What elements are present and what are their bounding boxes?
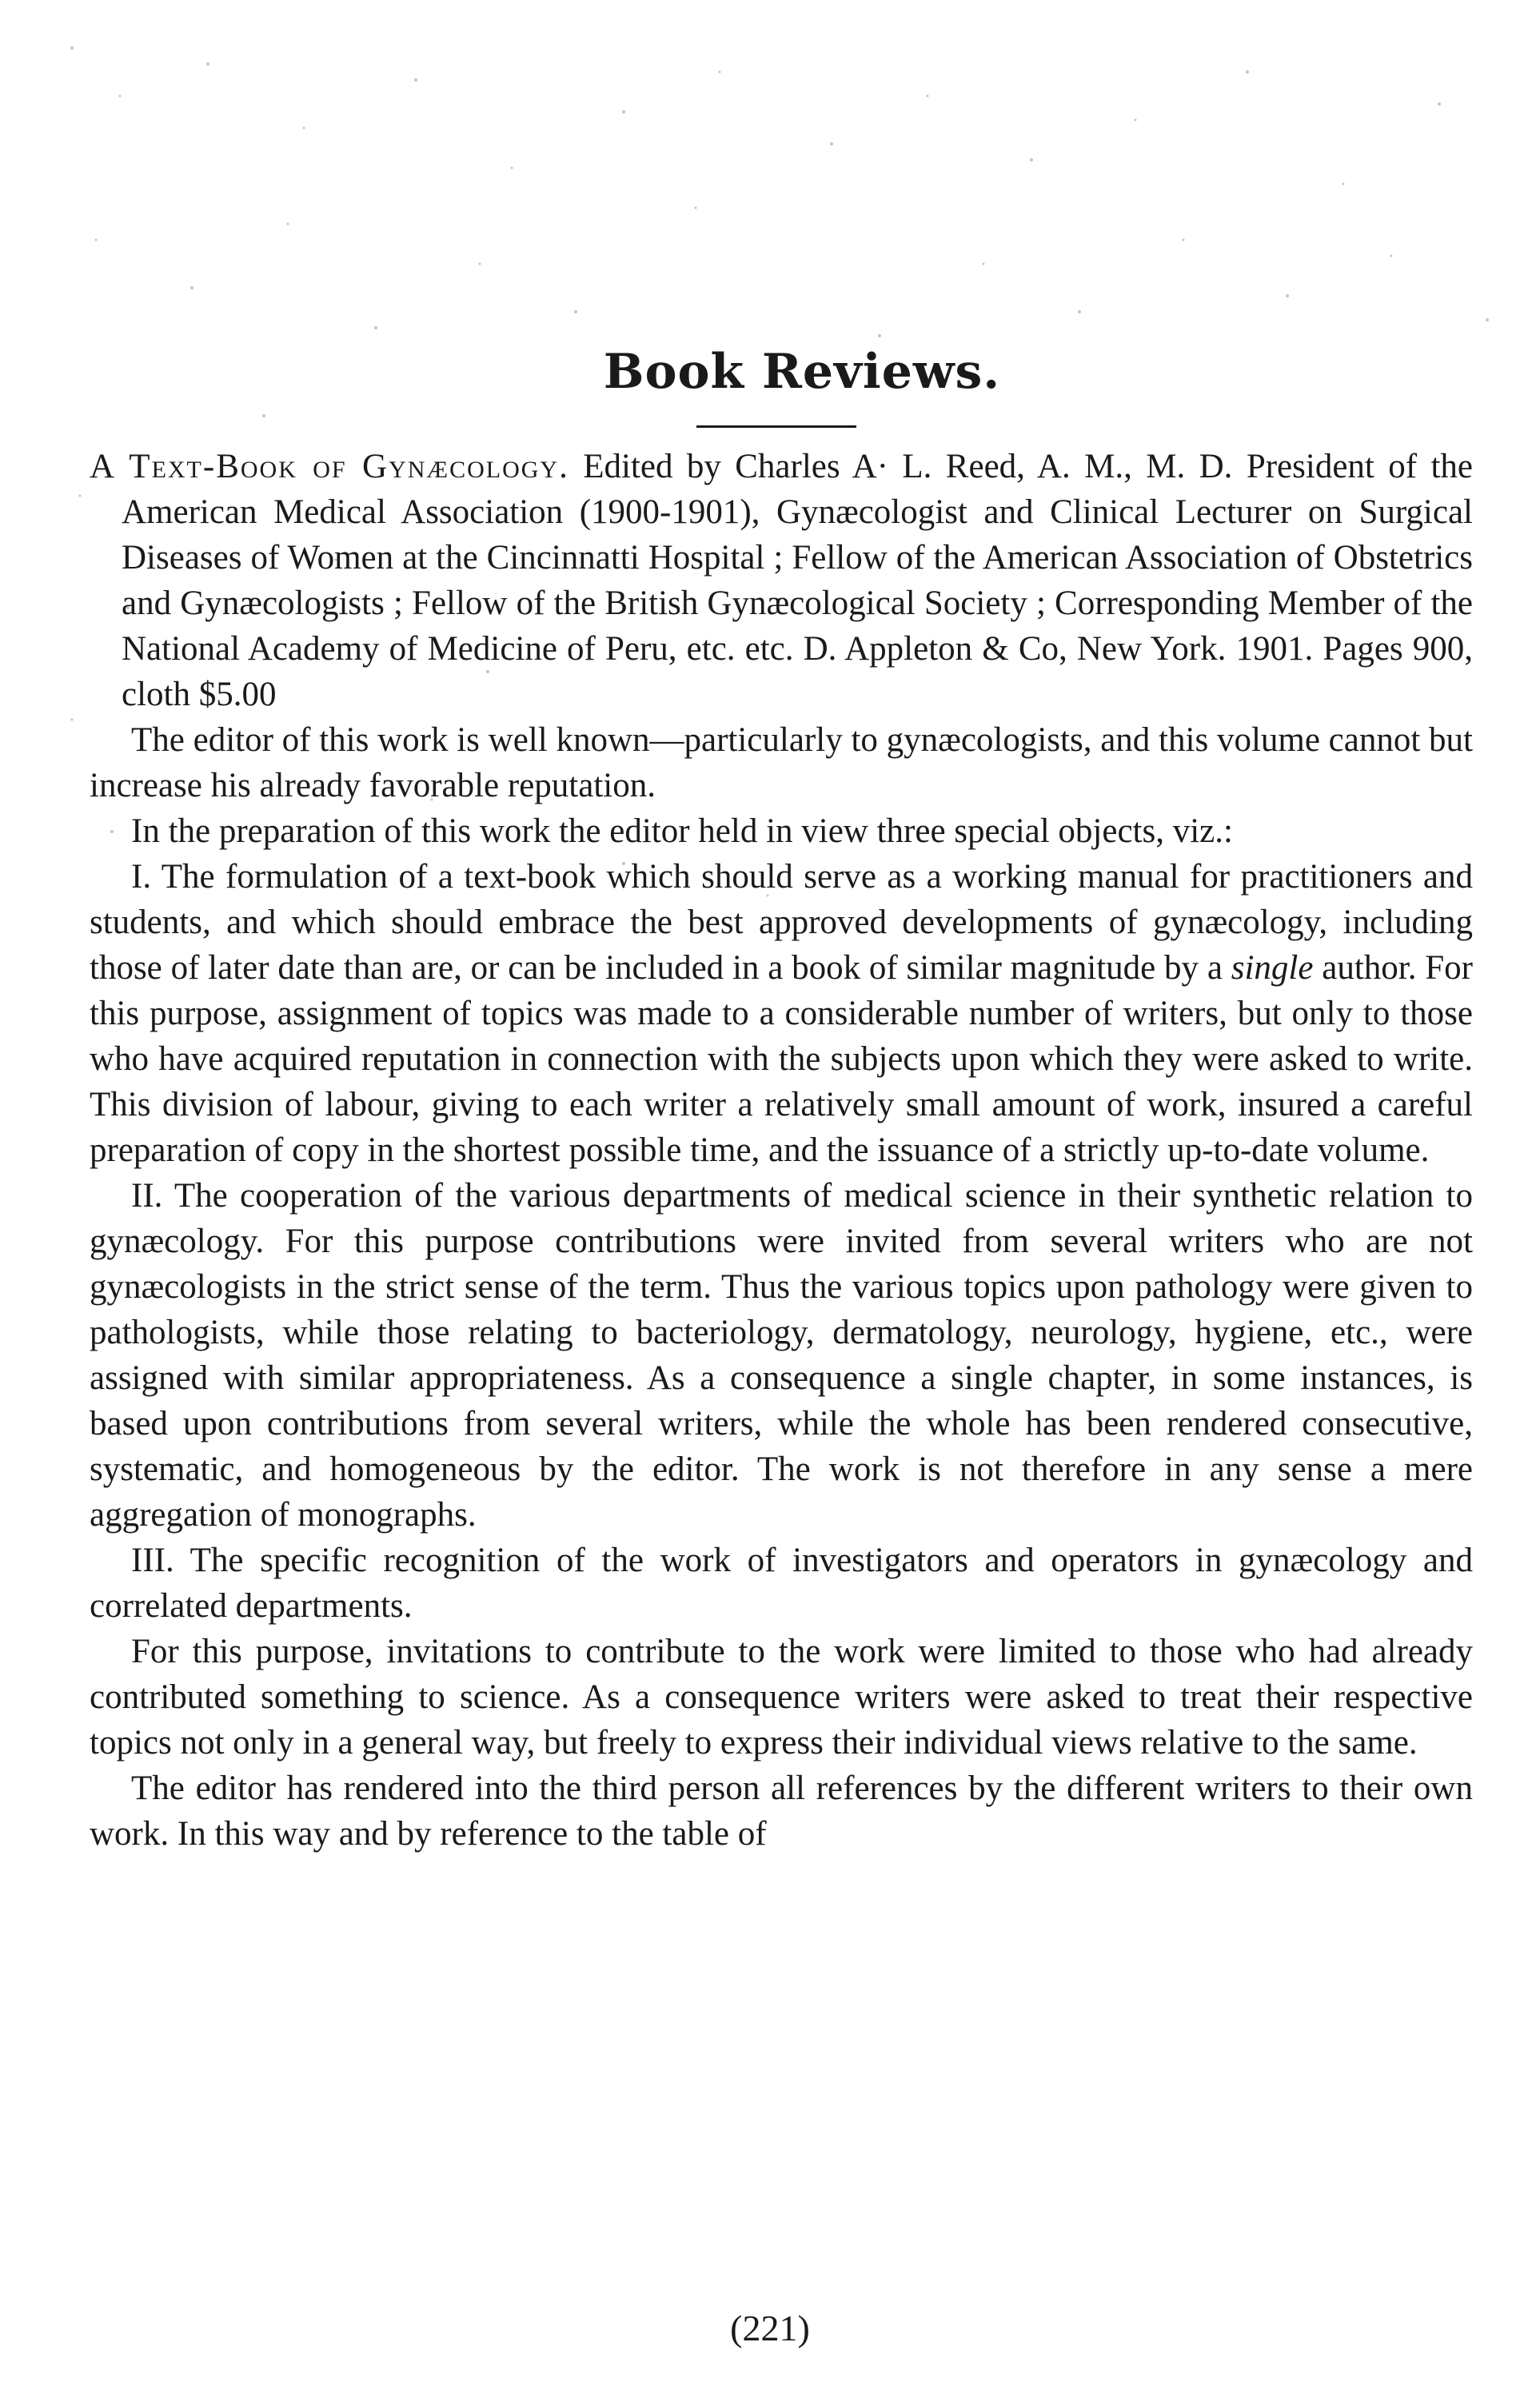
paragraph-7: The editor has rendered into the third person all references by the different writers to their own work. In this way and by reference to the table of bbox=[90, 1770, 1473, 1853]
citation-details: Edited by Charles A· L. Reed, A. M., M. D. President of the American Medical Association (1900-1901), Gynæcologist and Clinical Lecturer on Surgical Diseases of Women at the Cincinnatti Hospital ; Fellow of the American Association of Obstetrics and Gynæcologists ; Fellow of the British Gynæcological Society ; Corresponding Member of the National Academy of Medicine of Peru, etc. etc. D. Appleton & Co, New York. 1901. Pages 900, cloth $5.00 bbox=[122, 448, 1473, 713]
book-citation bbox=[90, 444, 1473, 717]
paragraph-3 bbox=[90, 854, 1473, 1173]
paragraph-4: II. The cooperation of the various departments of medical science in their synthetic relation to gynæcology. For this purpose contributions were invited from several writers who are not gynæcologists in the strict sense of the term. Thus the various topics upon pathology were given to pathologists, while those relating to bacteriology, dermatology, neurology, hygiene, etc., were assigned with similar appropriateness. As a consequence a single chapter, in some instances, is based upon contributions from several writers, while the whole has been rendered consecutive, systematic, and homogeneous by the editor. The work is not therefore in any sense a mere aggregation of monographs. bbox=[90, 1177, 1473, 1534]
paragraph-3-start: I. The formulation of a text-book which should serve as a working manual for practitioners and students, and which should embrace the best approved developments of gynæcology, including those of later date than are, or can be included in a book of similar magnitude by a bbox=[90, 858, 1473, 987]
book-title: A Text-Book of Gynæcology. bbox=[90, 448, 569, 485]
paragraph-2: In the preparation of this work the editor held in view three special objects, viz.: bbox=[131, 812, 1233, 850]
paragraph-6: For this purpose, invitations to contribute to the work were limited to those who had already contributed something to science. As a consequence writers were asked to treat their respective topics not only in a general way, but freely to express their individual views relative to the same. bbox=[90, 1633, 1473, 1762]
paragraph-5: III. The specific recognition of the work of investigators and operators in gynæcology and correlated departments. bbox=[90, 1542, 1473, 1625]
section-title: Book Reviews. bbox=[603, 344, 1001, 400]
paragraph-1: The editor of this work is well known—particularly to gynæcologists, and this volume cannot but increase his already favorable reputation. bbox=[90, 721, 1473, 804]
paragraph-3-end: author. For this purpose, assignment of topics was made to a considerable number of writers, but only to those who have acquired reputation in connection with the subjects upon which they were asked to write. This division of labour, giving to each writer a relatively small amount of work, insured a careful preparation of copy in the shortest possible time, and the issuance of a strictly up-to-date volume. bbox=[90, 949, 1473, 1169]
emphasis-single: single bbox=[1231, 949, 1314, 987]
section-header bbox=[0, 344, 1540, 400]
title-rule bbox=[696, 425, 856, 428]
review-body bbox=[90, 444, 1473, 1857]
page-number: (221) bbox=[730, 2308, 810, 2348]
